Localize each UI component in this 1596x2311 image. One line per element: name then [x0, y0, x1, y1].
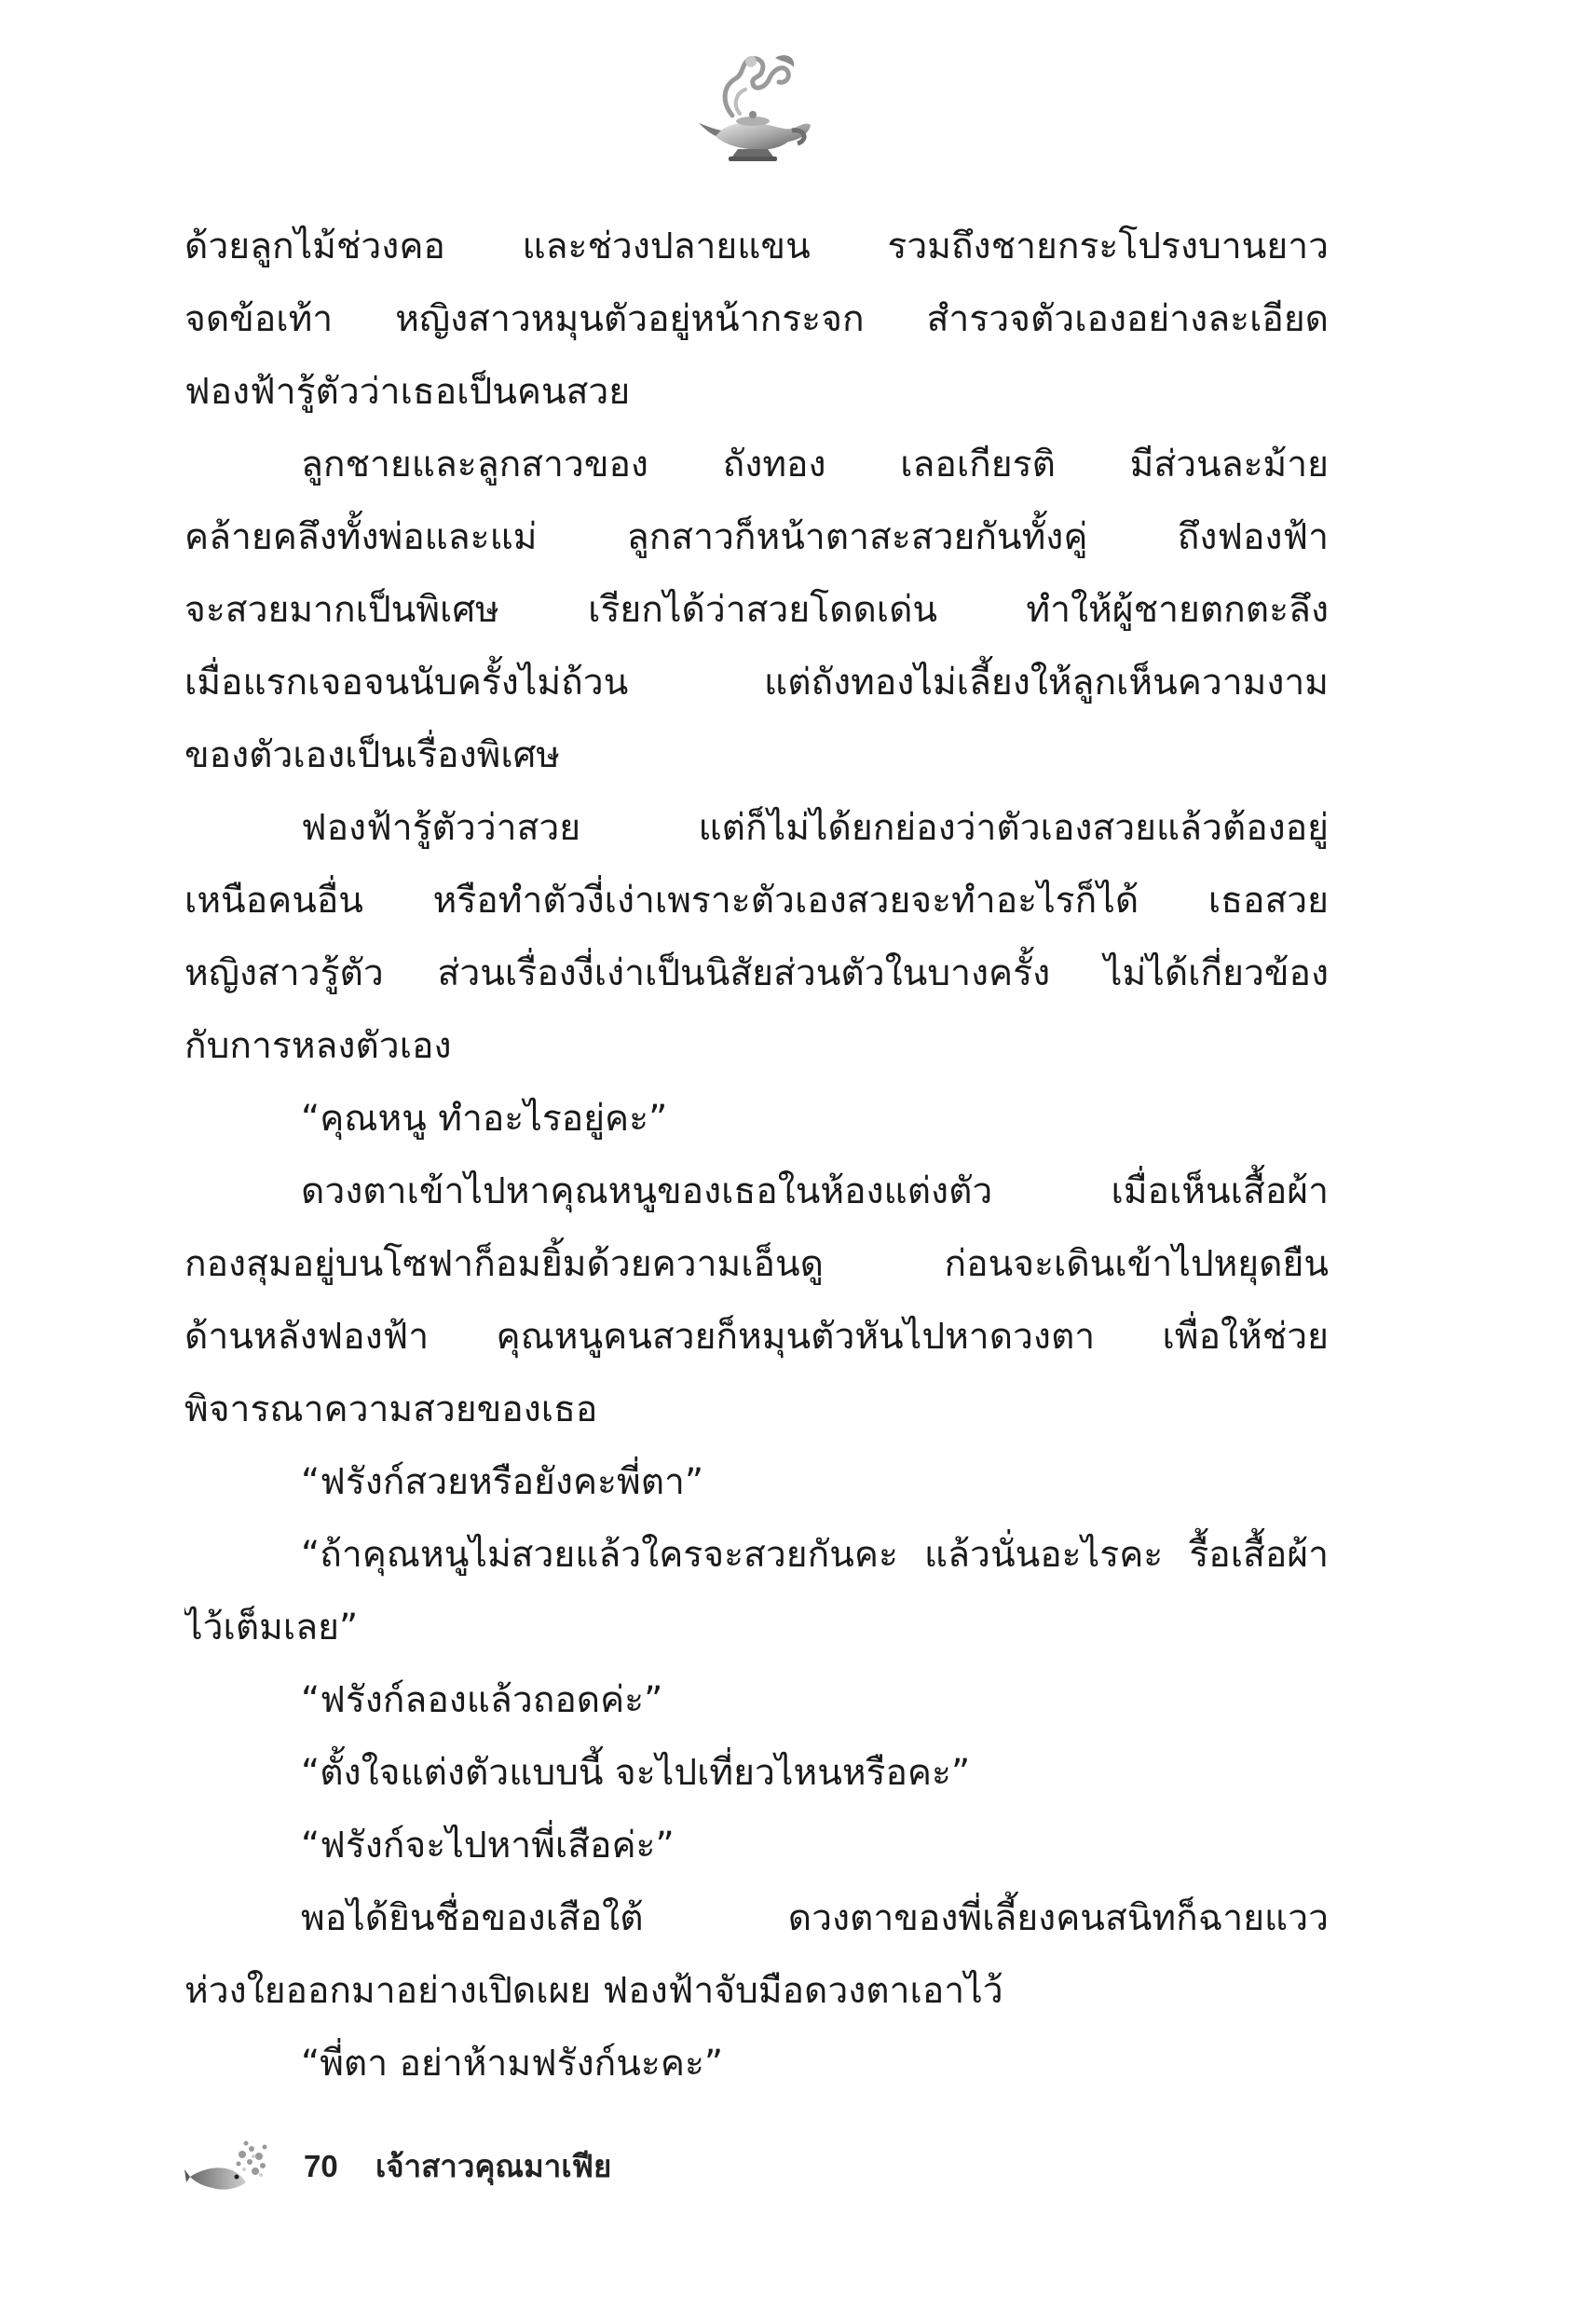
body-text — [184, 211, 1329, 2149]
text-line: “ฟรังก์สวยหรือยังคะพี่ตา” — [301, 1461, 704, 1503]
page-footer — [184, 2134, 1023, 2205]
text-line: ไว้เต็มเลย” — [184, 1607, 359, 1648]
text-line: ดวงตาเข้าไปหาคุณหนูของเธอในห้องแต่งตัว เมื่อเห็นเสื้อผ้า — [301, 1170, 1329, 1212]
text-line: ด้วยลูกไม้ช่วงคอ และช่วงปลายแขน รวมถึงชายกระโปรงบานยาว — [184, 226, 1329, 267]
text-line: “คุณหนู ทำอะไรอยู่คะ” — [301, 1098, 668, 1140]
text-line: “ฟรังก์จะไปหาพี่เสือค่ะ” — [301, 1825, 675, 1867]
text-line: ฟองฟ้ารู้ตัวว่าเธอเป็นคนสวย — [184, 371, 631, 413]
text-line: พอได้ยินชื่อของเสือใต้ ดวงตาของพี่เลี้ยงคนสนิทก็ฉายแวว — [301, 1897, 1329, 1939]
book-title: เจ้าสาวคุณมาเฟีย — [375, 2148, 612, 2184]
text-line: จดข้อเท้า หญิงสาวหมุนตัวอยู่หน้ากระจก สำรวจตัวเองอย่างละเอียด — [184, 298, 1329, 340]
text-line: เมื่อแรกเจอจนนับครั้งไม่ถ้วน แต่ถังทองไม่เลี้ยงให้ลูกเห็นความงาม — [184, 662, 1329, 704]
page-number: 70 — [304, 2149, 338, 2183]
text-line: ฟองฟ้ารู้ตัวว่าสวย แต่ก็ไม่ได้ยกย่องว่าตัวเองสวยแล้วต้องอยู่ — [301, 807, 1329, 849]
text-line: ของตัวเองเป็นเรื่องพิเศษ — [184, 734, 561, 776]
text-line: ด้านหลังฟองฟ้า คุณหนูคนสวยก็หมุนตัวหันไปหาดวงตา เพื่อให้ช่วย — [184, 1316, 1329, 1358]
fish-ornament-icon — [184, 2134, 270, 2199]
text-line: “พี่ตา อย่าห้ามฟรังก์นะคะ” — [301, 2043, 724, 2085]
text-line: “ตั้งใจแต่งตัวแบบนี้ จะไปเที่ยวไหนหรือคะ” — [301, 1752, 971, 1794]
text-line: “ฟรังก์ลองแล้วถอดค่ะ” — [301, 1679, 663, 1721]
text-line: “ถ้าคุณหนูไม่สวยแล้วใครจะสวยกันคะ แล้วนั่นอะไรคะ รื้อเสื้อผ้า — [301, 1534, 1329, 1576]
text-line: เหนือคนอื่น หรือทำตัวงี่เง่าเพราะตัวเองสวยจะทำอะไรก็ได้ เธอสวย — [184, 880, 1329, 922]
text-line: หญิงสาวรู้ตัว ส่วนเรื่องงี่เง่าเป็นนิสัยส่วนตัวในบางครั้ง ไม่ได้เกี่ยวข้อง — [184, 952, 1329, 994]
text-line: ห่วงใยออกมาอย่างเปิดเผย ฟองฟ้าจับมือดวงตาเอาไว้ — [184, 1970, 1003, 2012]
text-line: กองสุมอยู่บนโซฟาก็อมยิ้มด้วยความเอ็นดู ก่อนจะเดินเข้าไปหยุดยืน — [184, 1243, 1329, 1285]
text-line: พิจารณาความสวยของเธอ — [184, 1388, 598, 1430]
genie-lamp-icon — [695, 50, 816, 164]
text-line: ลูกชายและลูกสาวของ ถังทอง เลอเกียรติ มีส่วนละม้าย — [301, 444, 1329, 485]
text-line: คล้ายคลึงทั้งพ่อและแม่ ลูกสาวก็หน้าตาสะสวยกันทั้งคู่ ถึงฟองฟ้า — [184, 516, 1329, 558]
text-line: จะสวยมากเป็นพิเศษ เรียกได้ว่าสวยโดดเด่น ทำให้ผู้ชายตกตะลึง — [184, 589, 1329, 631]
text-line: กับการหลงตัวเอง — [184, 1025, 452, 1067]
